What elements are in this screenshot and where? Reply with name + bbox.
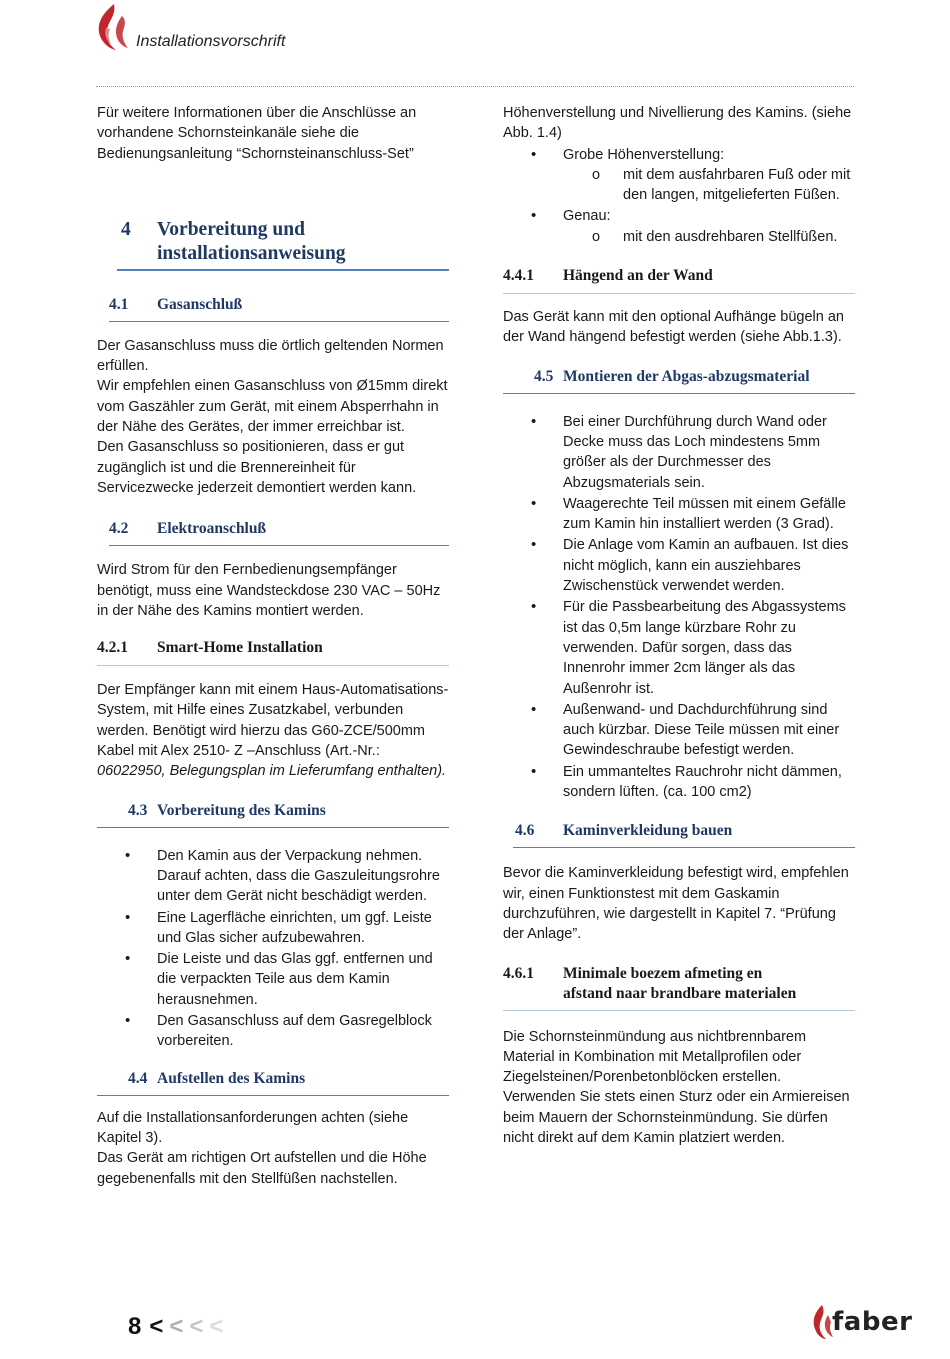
setup-paragraph-2: Das Gerät am richtigen Ort aufstellen und die Höhe gegebenenfalls mit den Stellfüßen nachstellen. [97,1150,427,1187]
list-item: • Für die Passbearbeitung des Abgassystems ist das 0,5m lange kürzbare Rohr zu verwenden. Dafür sorgen, dass das Innenrohr immer 2cm länger als das Außenrohr ist. [503,597,855,698]
wall-paragraph: Das Gerät kann mit den optional Aufhänge bügeln an der Wand hängend befestigt werden (siehe Abb.1.3). [503,309,844,346]
list-item: • Die Leiste und das Glas ggf. entfernen und die verpackten Teile aus dem Kamin herausnehmen. [97,949,449,1010]
height-list [503,145,855,247]
header-title: Installationsvorschrift [136,33,286,50]
section-4-4-heading: 4.4 Aufstellen des Kamins [97,1070,449,1092]
section-4-2-heading: 4.2 Elektroanschluß [97,520,449,542]
list-item: • Außenwand- und Dachdurchführung sind auch kürzbar. Diese Teile müssen mit einer Gewindeschraube befestigt werden. [503,700,855,761]
setup-paragraph-1: Auf die Installationsanforderungen achten (siehe Kapitel 3). [97,1109,409,1146]
header-divider [96,86,854,87]
gas-paragraph-1: Der Gasanschluss muss die örtlich geltenden Normen erfüllen. [97,337,444,375]
smarthome-paragraph: Der Empfänger kann mit einem Haus-Automatisations-System, mit Hilfe eines Zusatzkabel, verbunden werden. Benötigt wird hierzu das G60-ZCE/500mm Kabel mit Alex 2510- Z –Anschluss (Art.-Nr.: 06022950, Belegungsplan im Lieferumfang enthalten). [97,682,449,780]
mouth-paragraph: Die Schornsteinmündung aus nichtbrennbarem Material in Kombination mit Metallprofilen oder Ziegelsteinen/Porenbetonblöcken erstellen. Verwenden Sie stets einen Sturz oder ein Armiereisen beim Mauern der Schornsteinmündung. Sie dürfen nicht direkt auf dem Kamin platziert werden. [503,1028,850,1146]
list-item: • Genau: o mit den ausdrehbaren Stellfüßen. [503,206,855,247]
list-item: • Die Anlage vom Kamin an aufbauen. Ist dies nicht möglich, kann ein ausziehbares Zwischenstück verwendet werden. [503,535,855,596]
sub-list-item: o mit dem ausfahrbaren Fuß oder mit den langen, mitgelieferten Füßen. [592,166,851,204]
section-title: Vorbereitung und installationsanweisung [157,218,346,264]
list-item: • Bei einer Durchführung durch Wand oder Decke muss das Loch mindestens 5mm größer als der Durchmesser des Abzugsmaterials sein. [503,412,855,493]
right-column [503,103,855,1148]
list-item: • Ein ummanteltes Rauchrohr nicht dämmen, sondern lüften. (ca. 100 cm2) [503,762,855,803]
list-item: • Eine Lagerfläche einrichten, um ggf. Leiste und Glas sicher aufzubewahren. [97,908,449,949]
list-item: • Grobe Höhenverstellung: o mit dem ausfahrbaren Fuß oder mit den langen, mitgelieferten Füßen. [503,145,855,206]
brand-name: faber [832,1307,913,1337]
section-4-4-1-heading: 4.4.1 Hängend an der Wand [503,267,855,289]
intro-paragraph: Für weitere Informationen über die Anschlüsse an vorhandene Schornsteinkanäle siehe die Bedienungsanleitung “Schornsteinanschluss-Set” [97,105,417,162]
gas-paragraph-2: Wir empfehlen einen Gasanschluss von Ø15mm direkt vom Gaszähler zum Gerät, mit einem Absperrhahn in der Nähe des Gerätes, der immer erreichbar ist. [97,378,448,436]
page-number: 8 < < < < [128,1313,224,1340]
section-number: 4 [121,218,131,240]
section-4-6-heading: 4.6 Kaminverkleidung bauen [503,822,855,844]
section-4-heading [97,218,449,266]
electro-paragraph: Wird Strom für den Fernbedienungsempfänger benötigt, muss eine Wandsteckdose 230 VAC – 50Hz in der Nähe des Kamins montiert werden. [97,562,441,619]
section-4-1-heading: 4.1 Gasanschluß [97,296,449,318]
section-4-5-heading: 4.5 Montieren der Abgas-abzugsmaterial [503,368,855,390]
sub-list-item: o mit den ausdrehbaren Stellfüßen. [592,228,838,245]
flue-list [503,412,855,803]
gas-paragraph-3: Den Gasanschluss so positionieren, dass er gut zugänglich ist und die Brennereinheit für Servicezwecke jederzeit demontiert werden kann. [97,439,417,496]
faber-flame-icon [810,1303,834,1341]
list-item: • Waagerechte Teil müssen mit einem Gefälle zum Kamin hin installiert werden (3 Grad). [503,494,855,535]
cladding-paragraph: Bevor die Kaminverkleidung befestigt wird, empfehlen wir, einen Funktionstest mit dem Gaskamin durchzuführen, wie dargestellt in Kapitel 7. “Prüfung der Anlage”. [503,865,849,943]
section-4-3-heading: 4.3 Vorbereitung des Kamins [97,802,449,824]
prep-list [97,846,449,1052]
list-item: • Den Kamin aus der Verpackung nehmen. Darauf achten, dass die Gaszuleitungsrohre unter dem Gerät nicht beschädigt werden. [97,846,449,907]
flame-logo-icon [92,2,134,52]
section-4-2-1-heading: 4.2.1 Smart-Home Installation [97,639,449,661]
left-column [97,103,449,1189]
faber-logo [810,1303,914,1343]
continued-paragraph: Höhenverstellung und Nivellierung des Kamins. (siehe Abb. 1.4) [503,105,852,142]
section-4-6-1-heading: 4.6.1 Minimale boezem afmeting en afstand naar brandbare materialen [503,964,855,1006]
list-item: • Den Gasanschluss auf dem Gasregelblock vorbereiten. [97,1011,449,1052]
